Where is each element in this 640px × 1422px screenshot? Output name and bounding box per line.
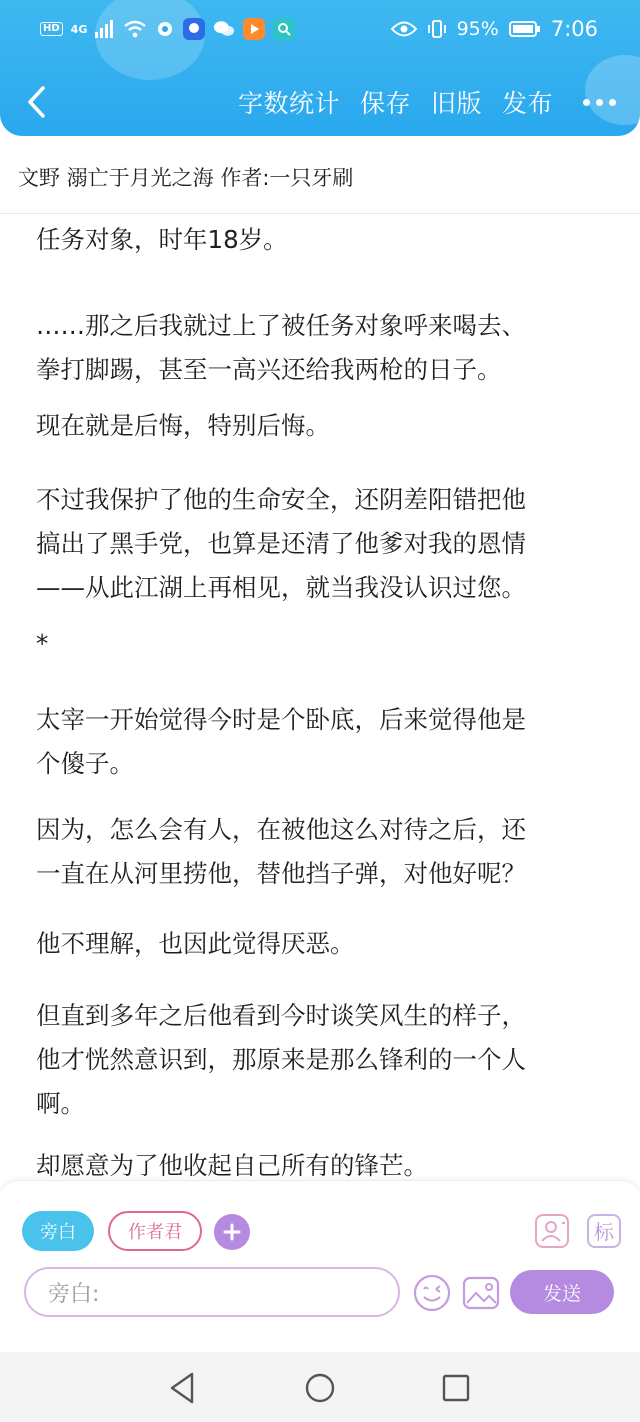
text-line: 却愿意为了他收起自己所有的锋芒。 [36, 1151, 428, 1180]
editor-navbar [0, 72, 640, 132]
publish-button[interactable]: 发布 [501, 89, 553, 118]
mark-label: 标 [594, 1220, 614, 1244]
text-line: ——从此江湖上再相见，就当我没认识过您。 [36, 573, 526, 602]
status-left [40, 12, 295, 46]
paragraph [36, 218, 616, 262]
more-options-button[interactable] [573, 78, 616, 126]
video-app-icon [243, 18, 265, 40]
character-card-icon [534, 1213, 570, 1249]
word-count-button[interactable]: 字数统计 [237, 89, 340, 118]
text-line: 任务对象，时年18岁。 [36, 225, 288, 254]
paragraph [36, 304, 616, 392]
send-button[interactable]: 发送 [510, 1270, 614, 1314]
character-settings-button[interactable] [534, 1213, 570, 1249]
paragraph [36, 994, 616, 1126]
paragraph [36, 1144, 616, 1182]
notification-app-icon [155, 19, 175, 39]
message-input-placeholder: 旁白: [48, 1281, 100, 1307]
text-line: 因为，怎么会有人，在被他这么对待之后，还 [36, 815, 526, 844]
top-header [0, 0, 640, 136]
text-line: ……那之后我就过上了被任务对象呼来喝去、 [36, 311, 526, 340]
system-home-button[interactable] [300, 1368, 340, 1408]
text-line: 一直在从河里捞他，替他挡子弹，对他好呢？ [36, 859, 526, 888]
message-input[interactable] [24, 1267, 400, 1317]
work-title: 文野 溺亡于月光之海 作者:一只牙刷 [18, 166, 354, 190]
text-line: 啊。 [36, 1089, 85, 1118]
back-button[interactable] [18, 80, 54, 124]
image-button[interactable] [461, 1273, 501, 1313]
text-line: 他不理解，也因此觉得厌恶。 [36, 929, 355, 958]
more-dot [609, 99, 616, 106]
old-version-button[interactable]: 旧版 [430, 89, 482, 118]
chevron-left-icon [25, 85, 47, 119]
square-recents-icon [436, 1368, 476, 1408]
signal-icon [95, 20, 115, 38]
vibrate-icon [427, 19, 447, 39]
system-recents-button[interactable] [436, 1368, 476, 1408]
clock: 7:06 [550, 17, 598, 41]
nav-actions [238, 78, 616, 126]
system-back-button[interactable] [162, 1368, 202, 1408]
paragraph [36, 808, 616, 896]
text-line: 但直到多年之后他看到今时谈笑风生的样子， [36, 1001, 526, 1030]
text-line: 搞出了黑手党，也算是还清了他爹对我的恩情 [36, 529, 526, 558]
network-type: 4G [70, 22, 88, 36]
circle-home-icon [300, 1368, 340, 1408]
wifi-icon [123, 20, 147, 38]
text-line: * [36, 629, 49, 658]
system-nav-bar [0, 1352, 640, 1422]
plus-icon [222, 1222, 242, 1242]
text-line: 现在就是后悔，特别后悔。 [36, 411, 330, 440]
mark-button[interactable] [586, 1213, 622, 1249]
text-line: 拳打脚踢，甚至一高兴还给我两枪的日子。 [36, 355, 502, 384]
wechat-icon [213, 18, 235, 40]
text-line: 太宰一开始觉得今时是个卧底，后来觉得他是 [36, 705, 526, 734]
hd-badge: HD [40, 22, 63, 36]
text-line: 个傻子。 [36, 749, 134, 778]
author-role-chip[interactable]: 作者君 [108, 1211, 202, 1251]
status-bar [0, 12, 640, 46]
paragraph [36, 622, 616, 666]
battery-percent: 95% [456, 18, 499, 40]
text-line: 他才恍然意识到，那原来是那么锋利的一个人 [36, 1045, 526, 1074]
narration-role-chip[interactable]: 旁白 [22, 1211, 94, 1251]
paragraph [36, 698, 616, 786]
paragraph [36, 404, 616, 448]
emoji-icon [412, 1273, 452, 1313]
battery-icon [509, 20, 541, 38]
search-app-icon [273, 18, 295, 40]
status-right [391, 12, 598, 46]
emoji-button[interactable] [412, 1273, 452, 1313]
mark-icon [586, 1213, 622, 1249]
composer-panel [0, 1180, 640, 1320]
paragraph [36, 478, 616, 610]
text-line: 不过我保护了他的生命安全，还阴差阳错把他 [36, 485, 526, 514]
paragraph [36, 922, 616, 966]
eye-icon [391, 20, 417, 38]
image-icon [461, 1273, 501, 1313]
editor-content[interactable] [36, 214, 616, 1182]
triangle-back-icon [162, 1368, 202, 1408]
more-dot [583, 99, 590, 106]
work-title-row [0, 136, 640, 214]
add-role-button[interactable] [214, 1214, 250, 1250]
more-dot [596, 99, 603, 106]
save-button[interactable]: 保存 [359, 89, 411, 118]
app-notification-icon [183, 18, 205, 40]
